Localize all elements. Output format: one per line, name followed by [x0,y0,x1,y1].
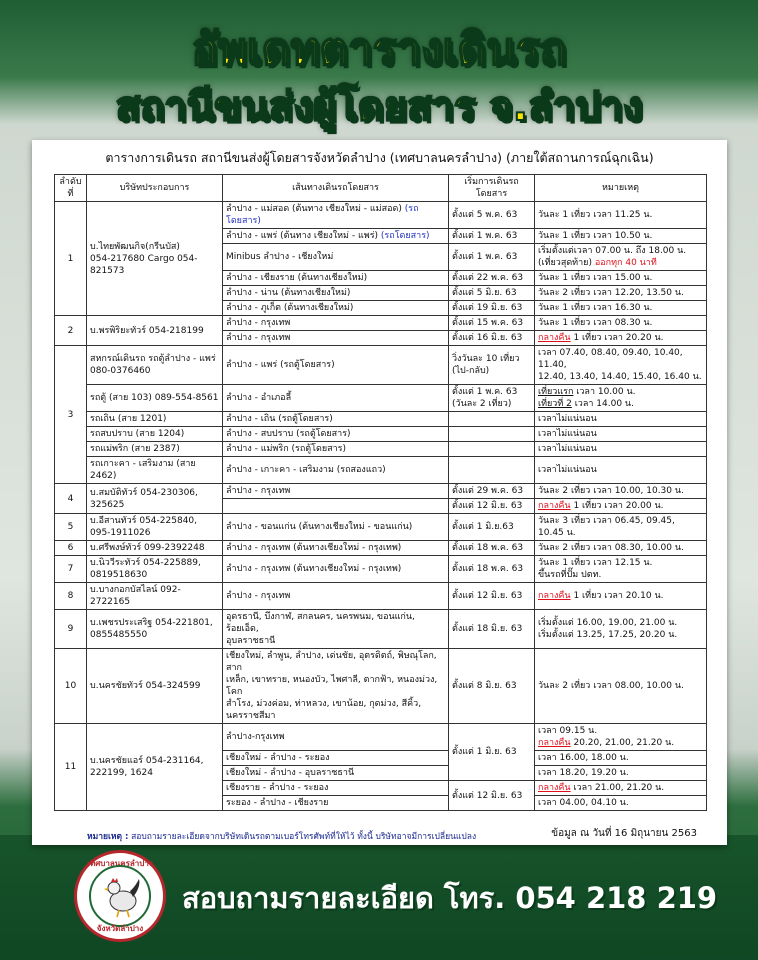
start-cell [449,514,535,541]
remark-cell [535,331,707,346]
table-row [55,457,707,484]
start-cell [449,202,535,229]
route-text: ลำปาง - กรุงเทพ [226,333,291,343]
remark-text: 1 เที่ยว เวลา 20.10 น. [573,591,664,601]
start-cell [449,412,535,427]
header-start: เริ่มการเดินรถโดยสาร [449,175,535,202]
company-cell [87,541,223,556]
remark-cell [535,541,707,556]
header-remark: หมายเหตุ [535,175,707,202]
route-cell [223,781,449,796]
remark-text: เริ่มตั้งแต่ 16.00, 19.00, 21.00 น. [538,618,678,628]
remark-text: เวลาไม่แน่นอน [538,414,597,424]
start-cell [449,583,535,610]
start-text: ตั้งแต่ 1 มิ.ย.63 [452,522,514,532]
company-line: บ.สมบัติทัวร์ 054-230306, 325625 [90,487,198,510]
route-cell [223,724,449,751]
table-row [55,514,707,541]
route-text: ลำปาง - ภูเก็ต (ต้นทางเชียงใหม่) [226,303,354,313]
schedule-panel [32,140,727,845]
start-cell [449,781,535,811]
schedule-table [54,174,707,811]
remark-cell [535,514,707,541]
start-cell [449,316,535,331]
remark-cell [535,427,707,442]
start-text: (วันละ 2 เที่ยว) [452,399,512,409]
remark-cell [535,316,707,331]
company-line: บ.พรพิริยะทัวร์ 054-218199 [90,325,204,336]
remark-cell [535,484,707,499]
route-cell [223,484,449,499]
route-cell [223,286,449,301]
headline-line1: อัพเดทตารางเดินรถ [191,24,567,75]
row-number: 10 [55,649,87,724]
route-text: ลำปาง - กรุงเทพ [226,591,291,601]
remark-text: ขึ้นรถที่ปั๊ม ปตท. [538,570,602,580]
start-cell [449,346,535,385]
table-row [55,556,707,583]
company-line: 080-0376460 [90,366,151,376]
footnote-text: สอบถามรายละเอียดจากบริษัทเดินรถตามเบอร์โทรศัพท์ที่ให้ไว้ ทั้งนี้ บริษัทอาจมีการเปลี่ยนแปลง [131,832,477,842]
remark-text: เริ่มตั้งแต่ 13.25, 17.25, 20.20 น. [538,630,678,640]
remark-cell [535,229,707,244]
start-cell [449,610,535,649]
route-cell [223,766,449,781]
start-text: ตั้งแต่ 18 พ.ค. 63 [452,564,524,574]
header-company: บริษัทประกอบการ [87,175,223,202]
company-cell [87,457,223,484]
remark-cell [535,301,707,316]
route-cell [223,499,449,514]
remark-text: (เที่ยวสุดท้าย) [538,258,592,268]
route-cell [223,301,449,316]
company-line: บ.นครชัยทัวร์ 054-324599 [90,681,201,691]
route-cell [223,271,449,286]
start-text: ตั้งแต่ 12 มิ.ย. 63 [452,790,523,801]
route-cell [223,514,449,541]
remark-night-label: กลางคืน [538,591,571,601]
remark-text: วันละ 1 เที่ยว เวลา 15.00 น. [538,273,653,283]
remark-text: เริ่มตั้งแต่เวลา 07.00 น. ถึง 18.00 น. [538,246,687,256]
remark-night-label: กลางคืน [538,333,571,343]
company-cell [87,316,223,346]
route-cell [223,316,449,331]
company-line: บ.บางกอกบัสไลน์ 092-2722165 [90,585,181,607]
table-row [55,583,707,610]
route-text: ลำปาง - แม่สอด (ต้นทาง เชียงใหม่ - แม่สอด) [226,204,402,214]
table-row [55,412,707,427]
table-row [55,649,707,724]
company-line: รถสบปราบ (สาย 1204) [90,429,185,439]
route-text: เชียงใหม่ - ลำปาง - ระยอง [226,753,330,763]
start-text: ตั้งแต่ 5 มิ.ย. 63 [452,288,517,298]
start-text: ตั้งแต่ 8 มิ.ย. 63 [452,681,517,691]
route-cell [223,751,449,766]
start-cell [449,556,535,583]
company-line: บ.นครชัยแอร์ 054-231164, [90,756,204,766]
remark-underline: เที่ยวแรก [538,387,574,397]
company-line: รถแม่พริก (สาย 2387) [90,444,180,454]
remark-text: วันละ 2 เที่ยว เวลา 12.20, 13.50 น. [538,288,684,298]
route-text: เหล็ก, เขาทราย, หนองบัว, ไพศาลี, ตากฟ้า, หนองม่วง, โคก [226,675,438,697]
date-info: ข้อมูล ณ วันที่ 16 มิถุนายน 2563 [551,828,697,839]
remark-text: 1 เที่ยว เวลา 20.20 น. [573,333,664,343]
route-cell [223,649,449,724]
remark-text: วันละ 2 เที่ยว เวลา 10.00, 10.30 น. [538,486,684,496]
start-text: ตั้งแต่ 1 พ.ค. 63 [452,231,518,241]
remark-text: เวลา 04.00, 04.10 น. [538,798,629,808]
start-cell [449,271,535,286]
route-text: ระยอง - ลำปาง - เชียงราย [226,798,329,808]
route-text: ลำปาง - เชียงราย (ต้นทางเชียงใหม่) [226,273,368,283]
seal-top-text: เทศบาลนครลำปาง [87,859,153,868]
remark-text: วันละ 2 เที่ยว เวลา 08.30, 10.00 น. [538,543,684,553]
start-text: ตั้งแต่ 22 พ.ค. 63 [452,273,524,283]
route-text: ลำปาง-กรุงเทพ [226,732,285,742]
start-text: ตั้งแต่ 1 มิ.ย. 63 [452,747,517,757]
route-cell [223,244,449,271]
remark-text: เวลา 21.00, 21.20 น. [573,783,665,793]
start-text: ตั้งแต่ 1 พ.ค. 63 [452,252,518,262]
route-text: ลำปาง - แม่พริก (รถตู้โดยสาร) [226,444,346,454]
row-number: 2 [55,316,87,346]
footnote [87,829,476,843]
company-cell [87,583,223,610]
route-text: ลำปาง - กรุงเทพ (ต้นทางเชียงใหม่ - กรุงเทพ) [226,543,402,553]
remark-text: 12.40, 13.40, 14.40, 15.40, 16.40 น. [538,372,702,382]
table-row [55,316,707,331]
table-row [55,346,707,385]
start-text: (ไป-กลับ) [452,366,490,376]
route-cell [223,331,449,346]
route-text: ลำปาง - อำเภอลี้ [226,393,292,403]
header-route: เส้นทางเดินรถโดยสาร [223,175,449,202]
remark-cell [535,412,707,427]
company-cell [87,556,223,583]
table-row [55,724,707,751]
remark-red: ออกทุก 40 นาที [594,258,657,268]
company-cell [87,427,223,442]
remark-text: วันละ 1 เที่ยว เวลา 08.30 น. [538,318,653,328]
company-cell [87,412,223,427]
route-text: เชียงใหม่ - ลำปาง - อุบลราชธานี [226,768,355,778]
remark-text: เวลาไม่แน่นอน [538,465,597,475]
company-line: รถตู้ (สาย 103) 089-554-8561 [90,393,219,403]
start-text: ตั้งแต่ 1 พ.ค. 63 [452,387,518,397]
remark-text: วันละ 1 เที่ยว เวลา 10.50 น. [538,231,653,241]
footnote-label: หมายเหตุ : [87,832,129,842]
start-cell [449,301,535,316]
remark-text: วันละ 1 เที่ยว เวลา 16.30 น. [538,303,653,313]
start-cell [449,385,535,412]
company-line: 0819518630 [90,570,148,580]
route-text: เชียงราย - ลำปาง - ระยอง [226,783,329,793]
route-cell [223,346,449,385]
start-cell [449,427,535,442]
route-text: ลำปาง - กรุงเทพ (ต้นทางเชียงใหม่ - กรุงเทพ) [226,564,402,574]
start-text: วิ่งวันละ 10 เที่ยว [452,354,520,364]
remark-text: เวลา 18.20, 19.20 น. [538,768,629,778]
start-text: ตั้งแต่ 15 พ.ค. 63 [452,318,524,328]
row-number: 9 [55,610,87,649]
remark-cell [535,244,707,271]
table-row [55,427,707,442]
remark-cell [535,346,707,385]
route-cell [223,796,449,811]
route-cell [223,610,449,649]
remark-cell [535,610,707,649]
start-text: ตั้งแต่ 18 มิ.ย. 63 [452,624,523,634]
start-text: ตั้งแต่ 12 มิ.ย. 63 [452,501,523,511]
remark-text: 1 เที่ยว เวลา 20.00 น. [573,501,664,511]
municipality-seal [74,850,166,942]
remark-text: เวลา 09.15 น. [538,726,598,736]
remark-cell [535,796,707,811]
route-cell [223,229,449,244]
company-cell [87,442,223,457]
route-text: ลำปาง - เถิน (รถตู้โดยสาร) [226,414,333,424]
table-row [55,610,707,649]
route-text: Minibus ลำปาง - เชียงใหม่ [226,252,334,262]
company-line: รถเถิน (สาย 1201) [90,414,167,424]
table-row [55,442,707,457]
remark-text: เวลาไม่แน่นอน [538,429,597,439]
start-text: ตั้งแต่ 29 พ.ค. 63 [452,486,524,496]
seal-bottom-text: จังหวัดลำปาง [96,924,144,933]
start-cell [449,457,535,484]
company-cell [87,346,223,385]
company-line: บ.นิววีระทัวร์ 054-225889, [90,558,201,568]
remark-cell [535,751,707,766]
row-number: 6 [55,541,87,556]
row-number: 3 [55,346,87,484]
start-cell [449,331,535,346]
remark-cell [535,286,707,301]
remark-cell [535,556,707,583]
table-header-row [55,175,707,202]
remark-text: 20.20, 21.00, 21.20 น. [573,738,675,748]
contact-phone: สอบถามรายละเอียด โทร. 054 218 219 [182,881,718,915]
company-cell [87,649,223,724]
row-number: 1 [55,202,87,316]
remark-cell [535,649,707,724]
route-note: (รถโดยสาร) [380,231,430,241]
company-line: บ.เพชรประเสริฐ 054-221801, [90,618,213,628]
remark-cell [535,724,707,751]
route-text: ลำปาง - เกาะคา - เสริมงาม (รถสองแถว) [226,465,386,475]
company-cell [87,724,223,811]
company-cell [87,484,223,514]
route-cell [223,385,449,412]
remark-cell [535,583,707,610]
remark-cell [535,499,707,514]
remark-text: วันละ 3 เที่ยว เวลา 06.45, 09.45, 10.45 น. [538,516,675,538]
route-cell [223,556,449,583]
route-cell [223,427,449,442]
route-cell [223,457,449,484]
route-text: ลำปาง - กรุงเทพ [226,318,291,328]
company-line: สหกรณ์เดินรถ รถตู้ลำปาง - แพร่ [90,354,216,364]
start-cell [449,442,535,457]
route-text: อุบลราชธานี [226,636,276,646]
route-text: อุดรธานี, บึงกาฬ, สกลนคร, นครพนม, ขอนแก่น, ร้อยเอ็ด, [226,612,415,634]
route-text: ลำปาง - สบปราบ (รถตู้โดยสาร) [226,429,351,439]
remark-cell [535,271,707,286]
remark-text: วันละ 2 เที่ยว เวลา 08.00, 10.00 น. [538,681,684,691]
start-cell [449,724,535,781]
start-cell [449,229,535,244]
remark-night-label: กลางคืน [538,501,571,511]
remark-cell [535,457,707,484]
remark-text: เวลา 16.00, 18.00 น. [538,753,629,763]
row-number: 7 [55,556,87,583]
route-cell [223,442,449,457]
company-line: 222199, 1624 [90,768,153,778]
company-line: บ.ศรีพงษ์ทัวร์ 099-2392248 [90,543,205,553]
table-row [55,385,707,412]
remark-cell [535,202,707,229]
company-line: 095-1911026 [90,528,151,538]
company-line: รถเกาะคา - เสริมงาม (สาย 2462) [90,459,196,481]
rooster-icon [97,871,147,921]
remark-underline: เที่ยวที่ 2 [538,399,572,409]
table-row [55,202,707,229]
remark-cell [535,766,707,781]
table-body [55,202,707,811]
start-cell [449,541,535,556]
start-cell [449,649,535,724]
company-cell [87,202,223,316]
remark-text: เวลา 14.00 น. [574,399,634,409]
company-cell [87,385,223,412]
schedule-subtitle: ตารางการเดินรถ สถานีขนส่งผู้โดยสารจังหวัดลำปาง (เทศบาลนครลำปาง) (ภายใต้สถานการณ์ฉุกเฉิน) [105,150,654,165]
remark-text: เวลา 07.40, 08.40, 09.40, 10.40, 11.40, [538,348,683,370]
route-cell [223,202,449,229]
route-text: ลำปาง - แพร่ (ต้นทาง เชียงใหม่ - แพร่) [226,231,379,241]
remark-cell [535,385,707,412]
company-line: 054-217680 Cargo 054-821573 [90,253,198,276]
route-note: (รถโดยสาร) [226,204,419,226]
row-number: 5 [55,514,87,541]
company-cell [87,610,223,649]
route-text: ลำปาง - กรุงเทพ [226,486,291,496]
route-cell [223,583,449,610]
row-number: 8 [55,583,87,610]
remark-text: เวลาไม่แน่นอน [538,444,597,454]
remark-text: วันละ 1 เที่ยว เวลา 11.25 น. [538,210,653,220]
remark-cell [535,781,707,796]
route-text: ลำปาง - น่าน (ต้นทางเชียงใหม่) [226,288,351,298]
remark-text: เวลา 10.00 น. [576,387,636,397]
company-line: 0855485550 [90,630,148,640]
route-text: ลำปาง - ขอนแก่น (ต้นทางเชียงใหม่ - ขอนแก่น) [226,522,413,532]
remark-night-label: กลางคืน [538,738,571,748]
start-cell [449,499,535,514]
start-text: ตั้งแต่ 16 มิ.ย. 63 [452,333,523,343]
start-text: ตั้งแต่ 19 มิ.ย. 63 [452,303,523,313]
start-cell [449,244,535,271]
remark-text: วันละ 1 เที่ยว เวลา 12.15 น. [538,558,653,568]
start-cell [449,484,535,499]
company-cell [87,514,223,541]
route-text: ลำปาง - แพร่ (รถตู้โดยสาร) [226,360,335,370]
route-text: เชียงใหม่, ลำพูน, ลำปาง, เด่นชัย, อุตรดิตถ์, พิษณุโลก, สาก [226,651,437,673]
table-row [55,484,707,499]
headline-line2: สถานีขนส่งผู้โดยสาร จ.ลำปาง [115,84,643,130]
remark-night-label: กลางคืน [538,783,571,793]
remark-cell [535,442,707,457]
company-line: บ.อีสานทัวร์ 054-225840, [90,516,198,526]
start-text: ตั้งแต่ 5 พ.ค. 63 [452,210,518,220]
table-row [55,541,707,556]
route-cell [223,541,449,556]
start-text: ตั้งแต่ 12 มิ.ย. 63 [452,591,523,601]
row-number: 4 [55,484,87,514]
start-cell [449,286,535,301]
row-number: 11 [55,724,87,811]
route-cell [223,412,449,427]
route-text: สำโรง, ม่วงค่อม, ท่าหลวง, เขาน้อย, กุดม่วง, สีคิ้ว, นครราชสีมา [226,699,422,721]
header-no: ลำดับที่ [55,175,87,202]
start-text: ตั้งแต่ 18 พ.ค. 63 [452,543,524,553]
company-line: บ.ไทยพัฒนกิจ(กรีนบัส) [90,241,180,252]
